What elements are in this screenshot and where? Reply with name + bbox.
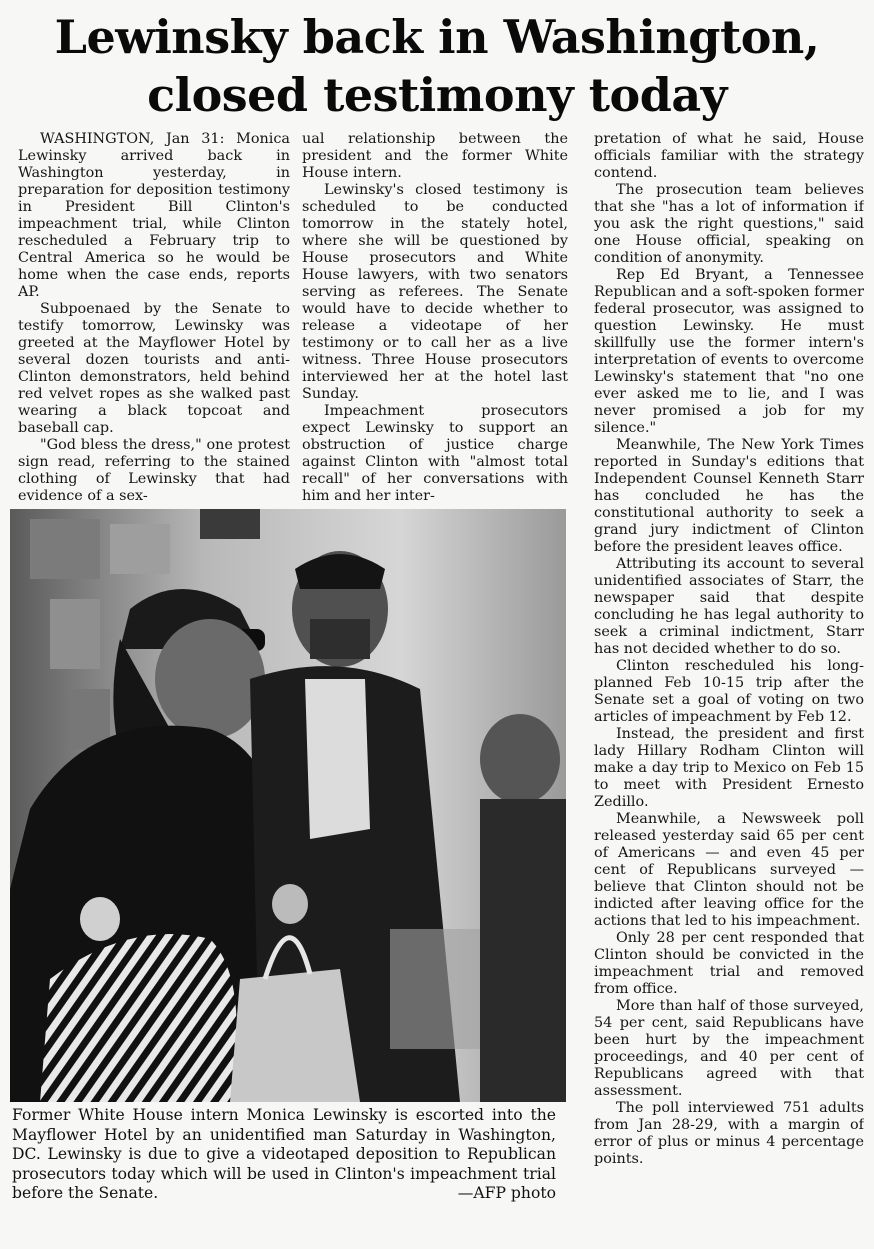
paragraph: Meanwhile, The New York Times reported in Sunday's editions that Independent Counsel Kenneth Starr has concluded he has the constitutional authority to seek a grand jury indictment of Clinton before the president leaves office. (594, 437, 864, 555)
paragraph: The prosecution team believes that she "has a lot of information if you ask the right questions," said one House official, speaking on condition of anonymity. (594, 182, 864, 266)
caption-text: Former White House intern Monica Lewinsky is escorted into the Mayflower Hotel by an unidentified man Saturday in Washington, DC. Lewinsky is due to give a videotaped deposition to Republican prosecutors today which will be used in Clinton's impeachment trial before the Senate. (12, 1106, 556, 1203)
paragraph: Attributing its account to several unidentified associates of Starr, the newspaper said that despite concluding he has legal authority to seek a criminal indictment, Starr has not decided whether to do so. (594, 556, 864, 657)
paragraph: "God bless the dress," one protest sign read, referring to the stained clothing of Lewinsky that had evidence of a sex- (18, 437, 290, 504)
headline: Lewinsky back in Washington, closed testimony today (54, 10, 820, 122)
paragraph: Instead, the president and first lady Hillary Rodham Clinton will make a day trip to Mexico on Feb 15 to meet with President Ernesto Zedillo. (594, 726, 864, 810)
paragraph: Clinton rescheduled his long-planned Feb 10-15 trip after the Senate set a goal of voting on two articles of impeachment by Feb 12. (594, 658, 864, 725)
paragraph: Only 28 per cent responded that Clinton should be convicted in the impeachment trial and removed from office. (594, 930, 864, 997)
paragraph: The poll interviewed 751 adults from Jan 28-29, with a margin of error of plus or minus 4 percentage points. (594, 1100, 864, 1167)
paragraph: Rep Ed Bryant, a Tennessee Republican and a soft-spoken former federal prosecutor, was assigned to question Lewinsky. He must skillfully use the former intern's interpretation of events to overcome Lewinsky's statement that "no one ever asked me to lie, and I was never promised a job for my silence." (594, 267, 864, 436)
paragraph: ual relationship between the president and the former White House intern. (302, 131, 568, 181)
paragraph: Lewinsky's closed testimony is scheduled to be conducted tomorrow in the stately hotel, where she will be questioned by House prosecutors and White House lawyers, with two senators serving as referees. The Senate would have to decide whether to release a videotape of her testimony or to call her as a live witness. Three House prosecutors interviewed her at the hotel last Sunday. (302, 182, 568, 402)
paragraph: pretation of what he said, House officials familiar with the strategy contend. (594, 131, 864, 181)
paragraph-dateline: WASHINGTON, Jan 31: Monica Lewinsky arrived back in Washington yesterday, in preparation for deposition testimony in President Bill Clinton's impeachment trial, while Clinton rescheduled a February trip to Central America so he would be home when the case ends, reports AP. (18, 131, 290, 300)
news-photo (10, 509, 566, 1102)
article-column-1 (18, 131, 290, 505)
photo-illustration (10, 509, 566, 1102)
article-column-2 (302, 131, 568, 505)
photo-caption (12, 1106, 556, 1204)
paragraph: Subpoenaed by the Senate to testify tomorrow, Lewinsky was greeted at the Mayflower Hotel by several dozen tourists and anti-Clinton demonstrators, held behind red velvet ropes as she walked past wearing a black topcoat and baseball cap. (18, 301, 290, 436)
paragraph: Meanwhile, a Newsweek poll released yesterday said 65 per cent of Americans — and even 45 per cent of Republicans surveyed — believe that Clinton should not be indicted after leaving office for the actions that led to his impeachment. (594, 811, 864, 929)
article-column-3 (594, 131, 864, 1241)
photo-credit: —AFP photo (457, 1184, 556, 1203)
paragraph: More than half of those surveyed, 54 per cent, said Republicans have been hurt by the impeachment proceedings, and 40 per cent of Republicans agreed with that assessment. (594, 998, 864, 1099)
paragraph: Impeachment prosecutors expect Lewinsky to support an obstruction of justice charge against Clinton with "almost total recall" of her conversations with him and her inter- (302, 403, 568, 504)
